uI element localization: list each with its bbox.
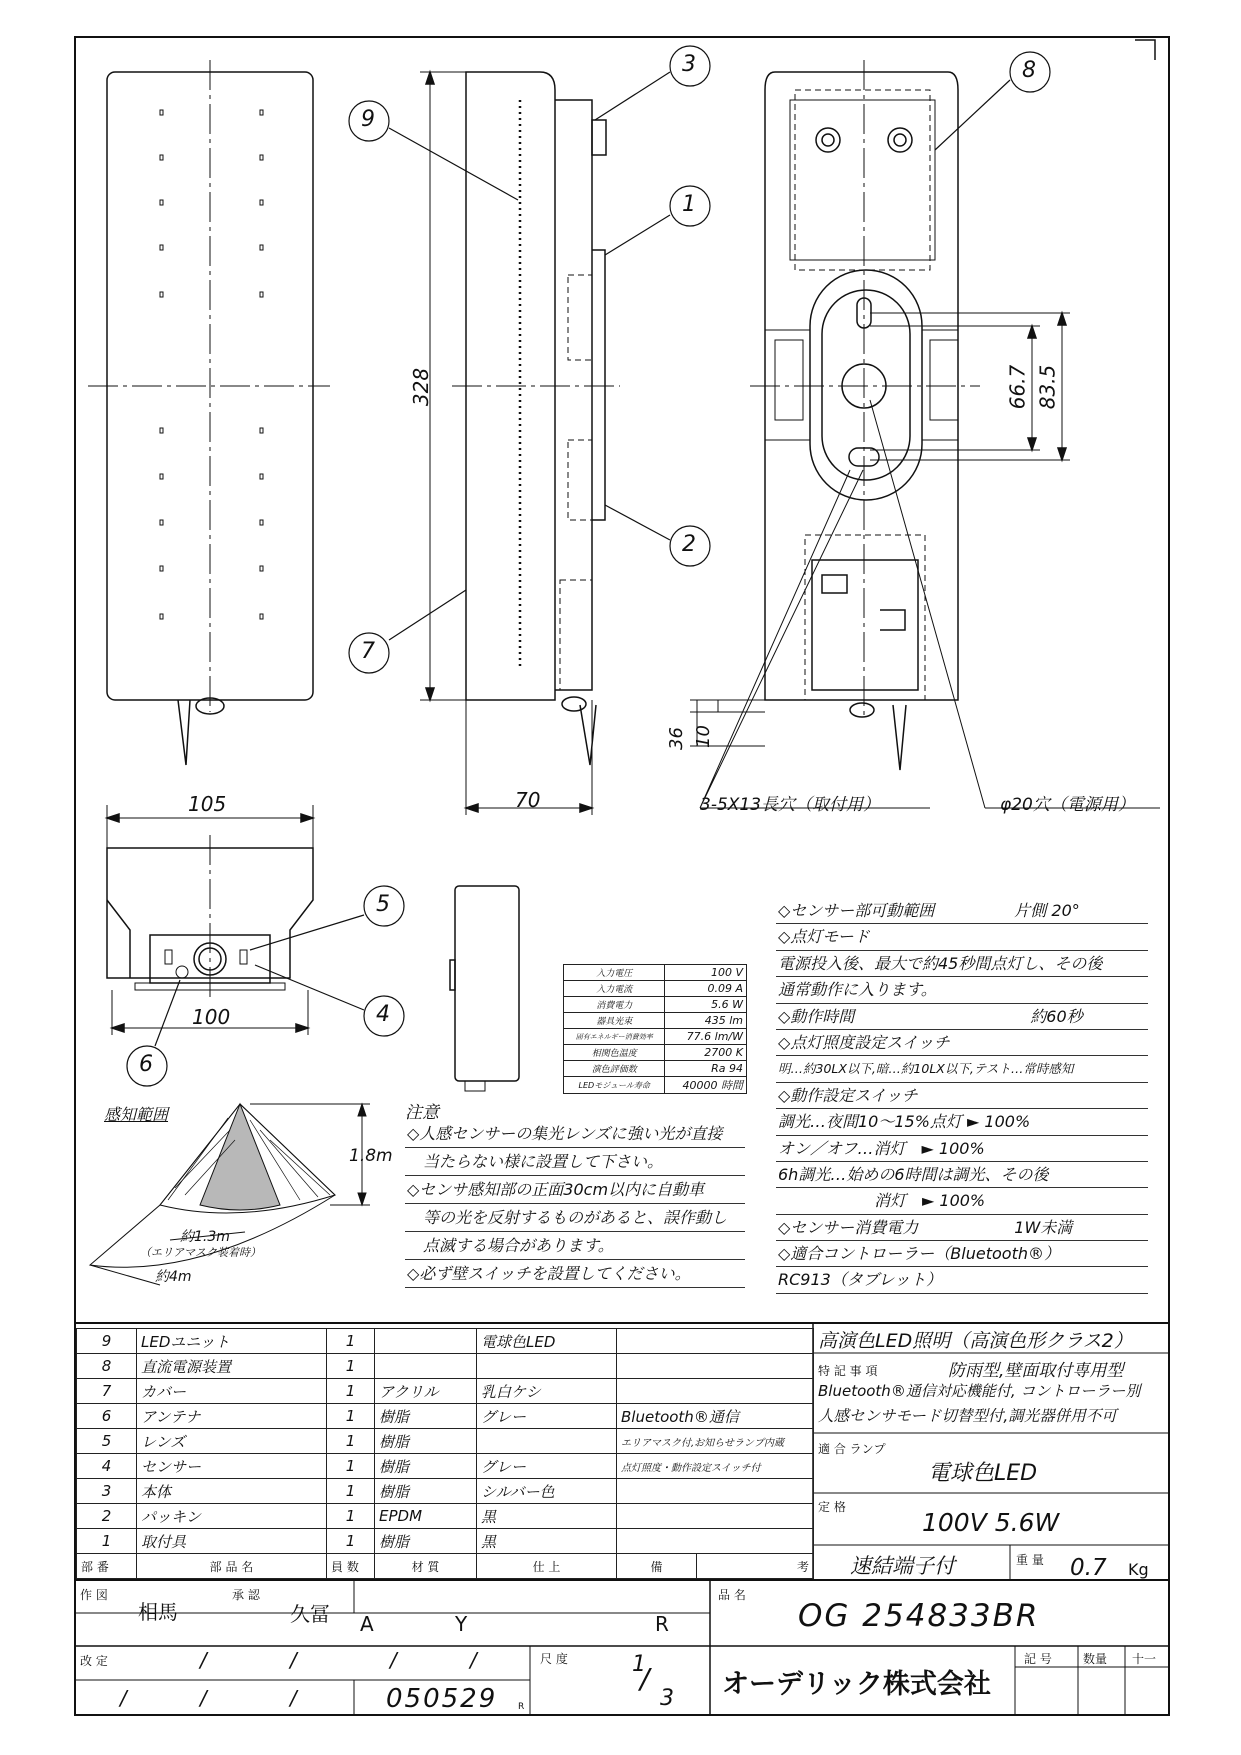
table-header: 部 番 部 品 名 員 数 材 質 仕 上 備 考 <box>77 1554 814 1579</box>
product-category: 高演色LED照明（高演色形クラス2） <box>818 1330 1133 1352</box>
slash: / <box>120 1686 127 1710</box>
table-row: 8 直流電源装置 1 <box>77 1354 814 1379</box>
table-row: 7 カバー 1 アクリル 乳白ケシ <box>77 1379 814 1404</box>
table-row: 6 アンテナ 1 樹脂 グレー Bluetooth®通信 <box>77 1404 814 1429</box>
date: 050529 <box>386 1684 498 1714</box>
note-line: 等の光を反射するものがあると、誤作動し <box>405 1204 745 1232</box>
dim-height: 328 <box>409 367 434 407</box>
weight-unit: Kg <box>1128 1560 1149 1579</box>
sensing-range-label: 感知範囲 <box>104 1105 169 1124</box>
note-line: 当たらない様に設置して下さい。 <box>405 1148 745 1176</box>
dim-36: 36 <box>665 727 687 750</box>
features-line2: Bluetooth®通信対応機能付, コントローラー別 <box>818 1382 1141 1400</box>
function-note: 6h調光…始めの6時間は調光、その後 <box>776 1162 1148 1188</box>
parts-list <box>76 1328 814 1579</box>
hole-label: φ20穴（電源用） <box>1000 795 1135 815</box>
grade-r: R <box>655 1612 669 1636</box>
dim-height-1-8: 1.8m <box>349 1146 393 1166</box>
callout-8: 8 <box>1022 58 1036 83</box>
grade-a: A <box>360 1612 374 1636</box>
symbol-label: 記 号 <box>1024 1652 1052 1666</box>
function-note: 明…約30LX以下,暗…約10LX以下,テスト…常時感知 <box>776 1056 1148 1082</box>
function-notes <box>776 898 1148 1294</box>
approved-label: 承 認 <box>232 1588 260 1602</box>
function-note: ◇適合コントローラー（Bluetooth®） <box>776 1241 1148 1267</box>
function-note: オン／オフ…消灯 ► 100% <box>776 1136 1148 1162</box>
function-note: 消灯 ► 100% <box>776 1188 1148 1214</box>
slash: / <box>470 1648 477 1672</box>
scale-denominator: 3 <box>660 1686 674 1711</box>
function-note: ◇動作時間 約60秒 <box>776 1004 1148 1030</box>
dim-66-7: 66.7 <box>1005 364 1030 410</box>
function-note: 調光…夜間10～15%点灯 ► 100% <box>776 1109 1148 1135</box>
terminal-label: 速結端子付 <box>850 1554 955 1578</box>
dim-83-5: 83.5 <box>1035 364 1060 410</box>
callout-7: 7 <box>361 639 375 664</box>
function-note: ◇点灯モード <box>776 924 1148 950</box>
area-mask-note: （エリアマスク装着時） <box>140 1246 261 1259</box>
slash: / <box>390 1648 397 1672</box>
features-label: 特 記 事 項 <box>818 1364 878 1378</box>
notes-title: 注意 <box>405 1103 439 1123</box>
scale-label: 尺 度 <box>540 1652 568 1666</box>
dim-radius-4: 約4m <box>155 1269 192 1285</box>
callout-5: 5 <box>376 892 390 917</box>
callout-6: 6 <box>139 1052 153 1077</box>
slash: / <box>200 1686 207 1710</box>
drawn-label: 作 図 <box>80 1588 108 1602</box>
table-row: 4 センサー 1 樹脂 グレー 点灯照度・動作設定スイッチ付 <box>77 1454 814 1479</box>
note-line: 点滅する場合があります。 <box>405 1232 745 1260</box>
qty-label: 数量 <box>1083 1652 1108 1666</box>
slash: / <box>290 1686 297 1710</box>
callout-9: 9 <box>361 107 375 132</box>
dim-width-top: 105 <box>188 792 227 816</box>
company-name: オーデリック株式会社 <box>722 1669 991 1700</box>
dim-depth: 70 <box>515 788 541 812</box>
function-note: 電源投入後、最大で約45秒間点灯し、その後 <box>776 951 1148 977</box>
callout-4: 4 <box>376 1002 390 1027</box>
weight-label: 重 量 <box>1016 1553 1044 1567</box>
product-name-label: 品 名 <box>718 1588 746 1602</box>
function-note: ◇センサー消費電力 1W未満 <box>776 1215 1148 1241</box>
date-suffix: R <box>518 1702 525 1712</box>
scale-slash: / <box>640 1662 650 1695</box>
slot-label: 3-5X13長穴（取付用） <box>700 795 881 815</box>
weight-value: 0.7 <box>1070 1555 1107 1581</box>
table-row: 2 パッキン 1 EPDM 黒 <box>77 1504 814 1529</box>
function-note: ◇センサー部可動範囲 片側 20° <box>776 898 1148 924</box>
callout-1: 1 <box>682 192 696 217</box>
features-line3: 人感センサモード切替型付,調光器併用不可 <box>818 1407 1117 1425</box>
approved-by: 久冨 <box>290 1602 330 1626</box>
product-code: OG 254833BR <box>798 1598 1040 1634</box>
dim-10: 10 <box>692 725 714 748</box>
callout-2: 2 <box>682 532 696 557</box>
note-line: ◇必ず壁スイッチを設置してください。 <box>405 1260 745 1288</box>
table-row: 5 レンズ 1 樹脂 エリアマスク付,お知らせランプ内蔵 <box>77 1429 814 1454</box>
revision-label: 改 定 <box>80 1654 108 1668</box>
features-line1: 防雨型,壁面取付専用型 <box>948 1361 1124 1381</box>
lamp-value: 電球色LED <box>928 1461 1038 1486</box>
caution-notes <box>405 1120 745 1288</box>
rating-value: 100V 5.6W <box>922 1508 1060 1537</box>
note-line: ◇人感センサーの集光レンズに強い光が直接 <box>405 1120 745 1148</box>
lamp-label: 適 合 ランプ <box>818 1442 886 1456</box>
table-row: 3 本体 1 樹脂 シルバー色 <box>77 1479 814 1504</box>
callout-3: 3 <box>682 52 696 77</box>
dim-radius-1-3: 約1.3m <box>180 1229 230 1245</box>
grade-y: Y <box>455 1612 468 1636</box>
dim-width-bottom: 100 <box>192 1005 231 1029</box>
scale-numerator: 1 <box>632 1652 646 1677</box>
function-note: RC913（タブレット） <box>776 1267 1148 1293</box>
table-row: 9 LEDユニット 1 電球色LED <box>77 1329 814 1354</box>
function-note: ◇動作設定スイッチ <box>776 1083 1148 1109</box>
function-note: 通常動作に入ります。 <box>776 977 1148 1003</box>
note-line: ◇センサ感知部の正面30cm以内に自動車 <box>405 1176 745 1204</box>
slash: / <box>290 1648 297 1672</box>
extra-label: 十一 <box>1132 1652 1157 1666</box>
spec-table: 入力電圧 100 V 入力電流 0.09 A 消費電力 5.6 W 器具光束 435 lm 固有エネルギー消費効率 77.6 lm/W 相関色温度 2700 K 演色評価数 Ra 94 LEDモジュール寿命 40000 時間 <box>563 964 747 1094</box>
function-note: ◇点灯照度設定スイッチ <box>776 1030 1148 1056</box>
slash: / <box>200 1648 207 1672</box>
table-row: 1 取付具 1 樹脂 黒 <box>77 1529 814 1554</box>
drawn-by: 相馬 <box>138 1600 178 1624</box>
rating-label: 定 格 <box>818 1500 846 1514</box>
